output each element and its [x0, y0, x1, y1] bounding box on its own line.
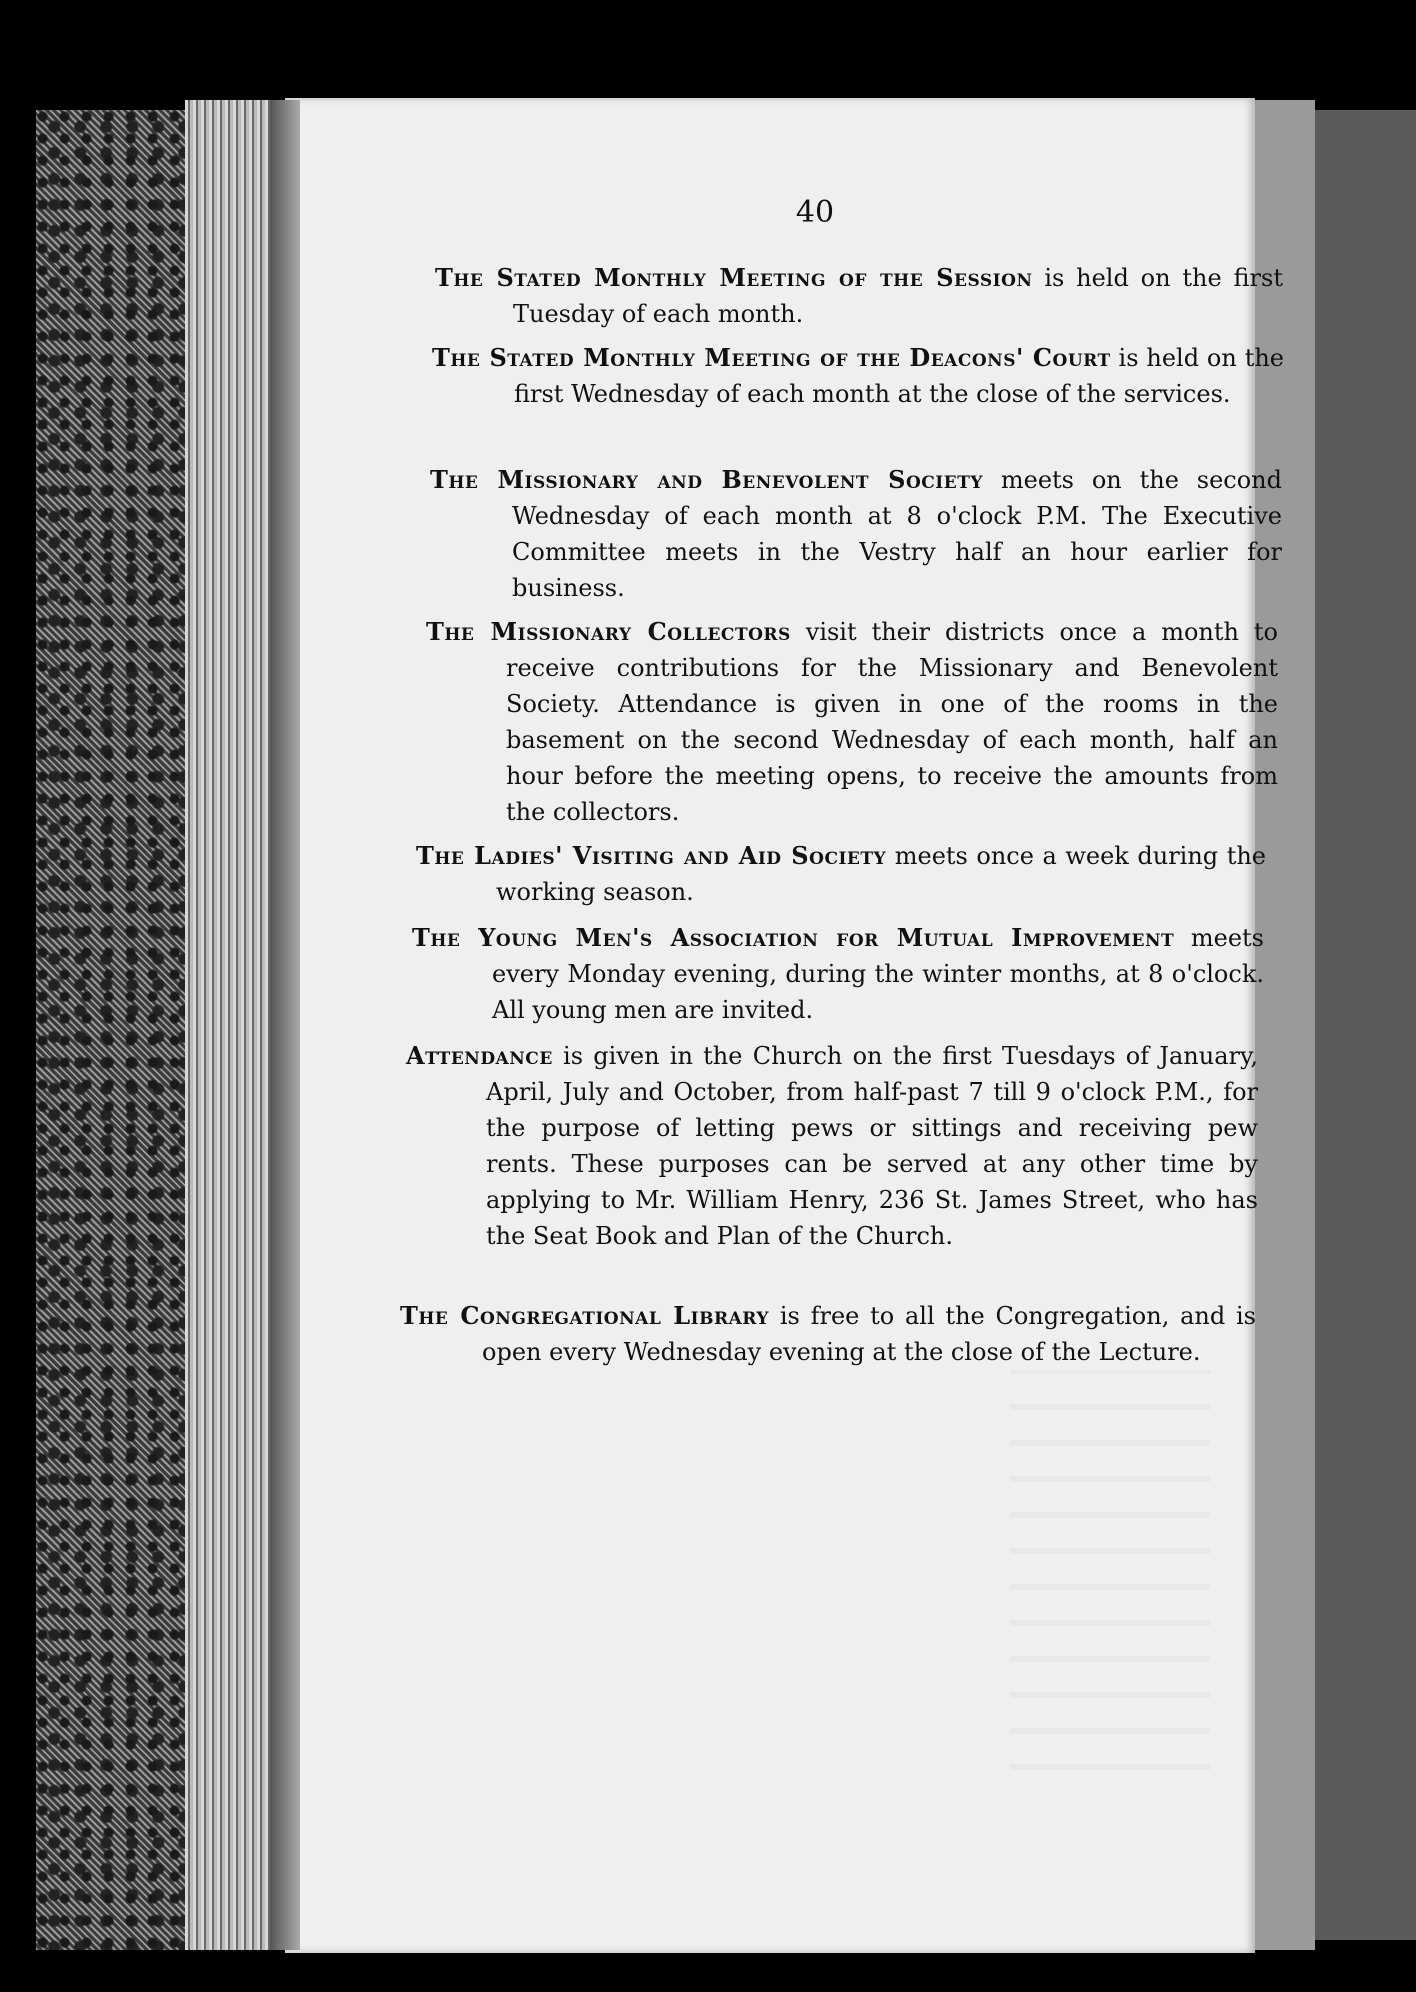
entry-heading: Attendance: [406, 1041, 553, 1070]
entry-ladies-society: [416, 838, 1266, 910]
entry-text: meets on the second Wednesday of each month at 8 o'clock P.M. The Executive Committee meets in the Vestry half an hour earlier for business.: [512, 466, 1282, 602]
entry-heading: The Missionary Collectors: [426, 617, 791, 646]
entry-text: is held on the first Tuesday of each month.: [513, 264, 1283, 328]
entry-text: meets once a week during the working season.: [496, 842, 1267, 906]
entry-text: is held on the first Wednesday of each month at the close of the services.: [514, 344, 1285, 408]
entry-heading: The Missionary and Benevolent Society: [430, 465, 984, 494]
entry-attendance: [406, 1038, 1258, 1254]
entry-heading: The Congregational Library: [400, 1301, 770, 1330]
entry-text: visit their districts once a month to receive contributions for the Missionary and Benevolent Society. Attendance is given in one of the rooms in the basement on the second Wednesday of each month, half an hour before the meeting opens, to receive the amounts from the collectors.: [506, 618, 1278, 826]
entry-text: meets every Monday evening, during the winter months, at 8 o'clock. All young men are invited.: [492, 924, 1264, 1024]
entry-deacons-court: [432, 340, 1284, 412]
entry-session-meeting: [435, 260, 1283, 332]
show-through-text: [1010, 1370, 1210, 1770]
entry-missionary-collectors: [426, 614, 1278, 830]
marbled-endpaper: [36, 110, 196, 1950]
entry-heading: The Stated Monthly Meeting of the Session: [435, 263, 1033, 292]
entry-young-mens-association: [412, 920, 1264, 1028]
entry-heading: The Young Men's Association for Mutual Improvement: [412, 923, 1175, 952]
entry-text: is free to all the Congregation, and is open every Wednesday evening at the close of the Lecture.: [482, 1302, 1256, 1366]
entry-heading: The Ladies' Visiting and Aid Society: [416, 841, 887, 870]
entry-heading: The Stated Monthly Meeting of the Deacons' Court: [432, 343, 1111, 372]
entry-text: is given in the Church on the first Tuesdays of January, April, July and October, from half-past 7 till 9 o'clock P.M., for the purpose of letting pews or sittings and receiving pew rents. These purposes can be served at any other time by applying to Mr. William Henry, 236 St. James Street, who has the Seat Book and Plan of the Church.: [486, 1042, 1258, 1250]
entry-missionary-society: [430, 462, 1282, 606]
gutter-shadow: [270, 100, 300, 1950]
page-number: 40: [795, 195, 835, 230]
entry-library: [400, 1298, 1256, 1370]
